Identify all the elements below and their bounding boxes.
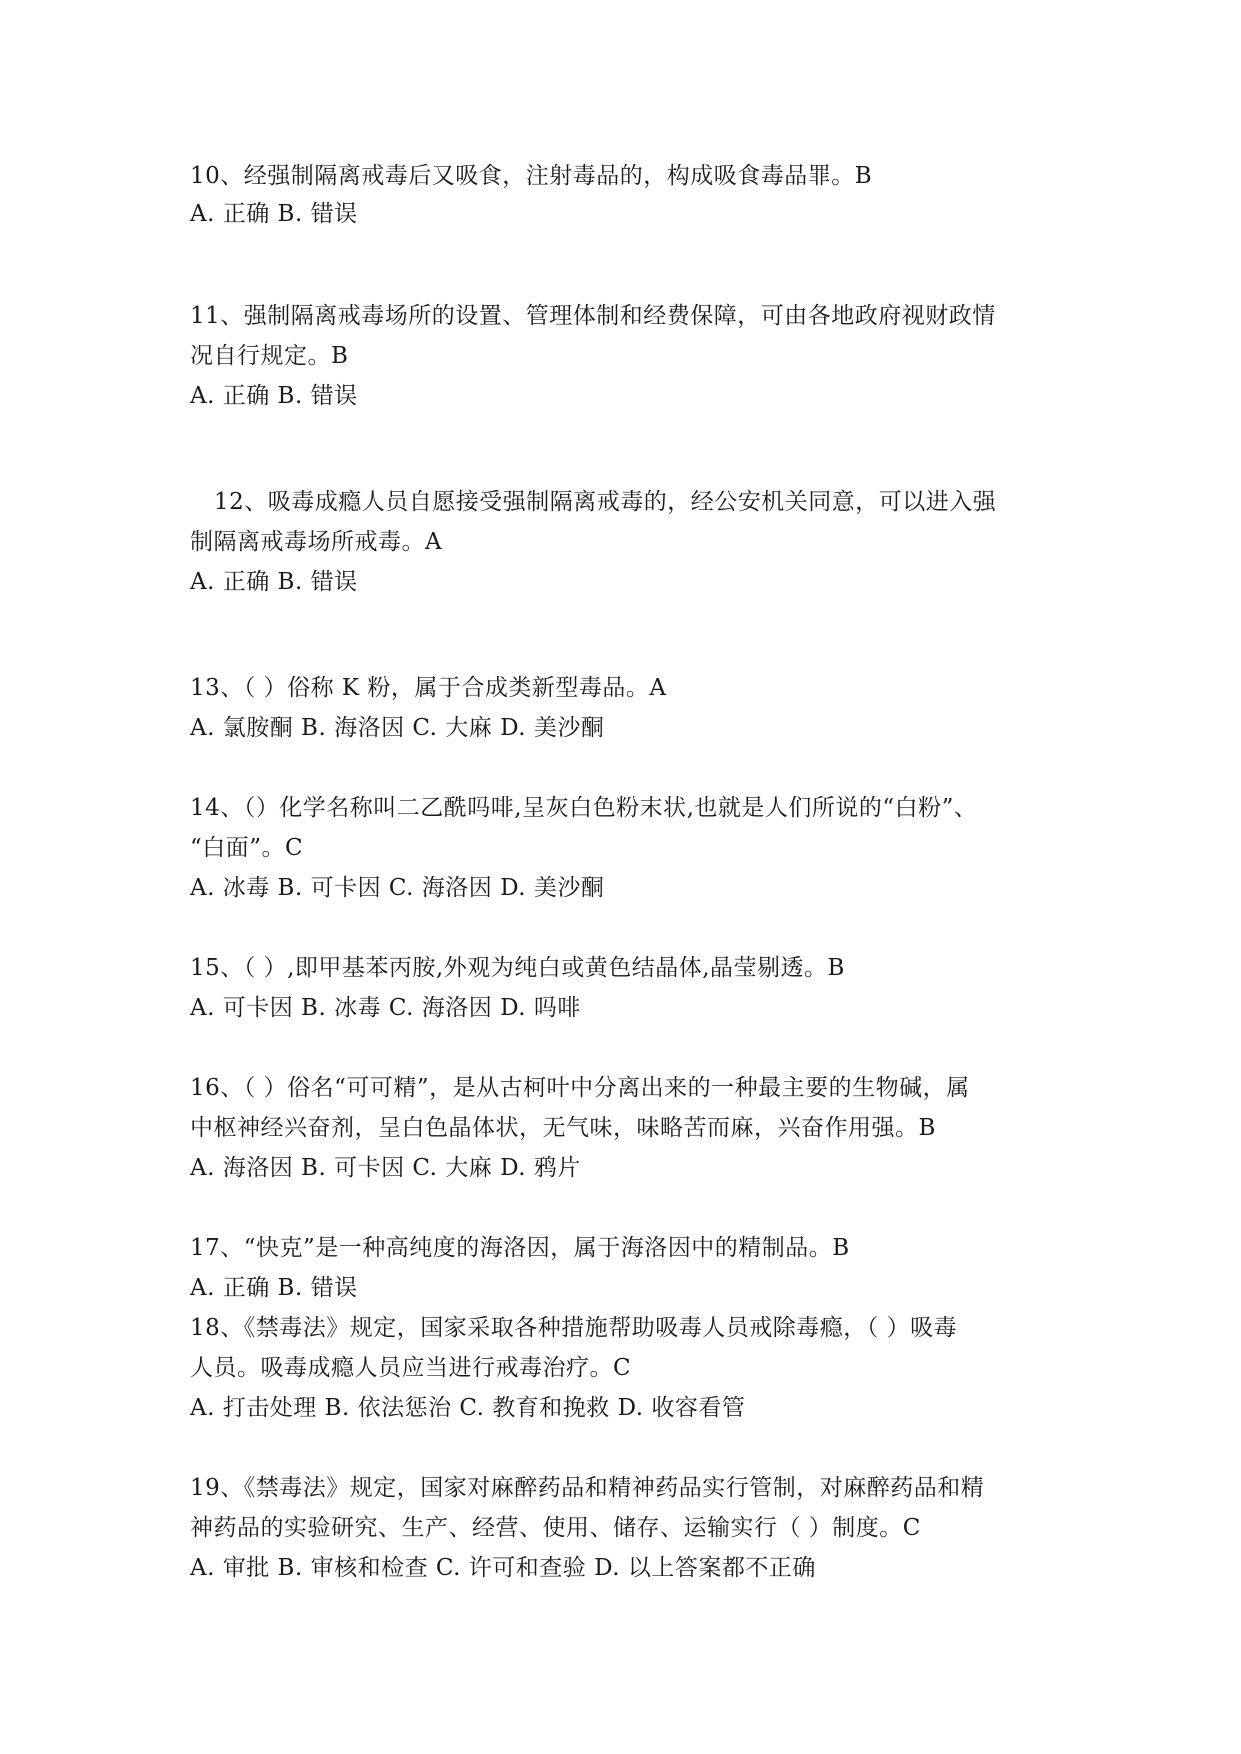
question-11-text: 11、强制隔离戒毒场所的设置、管理体制和经费保障，可由各地政府视财政情 (190, 303, 996, 329)
question-11-text-cont: 况自行规定。B (190, 343, 349, 369)
question-15-text: 15、（ ）,即甲基苯丙胺,外观为纯白或黄色结晶体,晶莹剔透。B (190, 955, 845, 981)
question-18-text: 18、《禁毒法》规定，国家采取各种措施帮助吸毒人员戒除毒瘾，（ ）吸毒 (190, 1315, 958, 1341)
question-15-options: A. 可卡因 B. 冰毒 C. 海洛因 D. 吗啡 (190, 995, 581, 1021)
question-11-options: A. 正确 B. 错误 (190, 383, 358, 409)
question-16-options: A. 海洛因 B. 可卡因 C. 大麻 D. 鸦片 (190, 1155, 581, 1181)
question-12-text-cont: 制隔离戒毒场所戒毒。A (190, 529, 443, 555)
question-14-text: 14、（）化学名称叫二乙酰吗啡,呈灰白色粉末状,也就是人们所说的“白粉”、 (190, 795, 978, 821)
question-12-text: 12、吸毒成瘾人员自愿接受强制隔离戒毒的，经公安机关同意，可以进入强 (214, 489, 997, 515)
question-10-text: 10、经强制隔离戒毒后又吸食，注射毒品的，构成吸食毒品罪。B (190, 163, 873, 189)
question-12-options: A. 正确 B. 错误 (190, 569, 358, 595)
question-17-text: 17、“快克”是一种高纯度的海洛因，属于海洛因中的精制品。B (190, 1235, 850, 1261)
question-19-text: 19、《禁毒法》规定，国家对麻醉药品和精神药品实行管制，对麻醉药品和精 (190, 1475, 985, 1501)
question-14-options: A. 冰毒 B. 可卡因 C. 海洛因 D. 美沙酮 (190, 875, 605, 901)
question-19-text-cont: 神药品的实验研究、生产、经营、使用、储存、运输实行（ ）制度。C (190, 1515, 921, 1541)
question-16-text: 16、（ ）俗名“可可精”，是从古柯叶中分离出来的一种最主要的生物碱，属 (190, 1075, 970, 1101)
question-18-options: A. 打击处理 B. 依法惩治 C. 教育和挽救 D. 收容看管 (190, 1395, 746, 1421)
question-16-text-cont: 中枢神经兴奋剂，呈白色晶体状，无气味，味略苦而麻，兴奋作用强。B (190, 1115, 936, 1141)
question-19-options: A. 审批 B. 审核和检查 C. 许可和查验 D. 以上答案都不正确 (190, 1555, 816, 1581)
question-13-text: 13、（ ）俗称 K 粉，属于合成类新型毒品。A (190, 675, 667, 701)
question-18-text-cont: 人员。吸毒成瘾人员应当进行戒毒治疗。C (190, 1355, 632, 1381)
question-17-options: A. 正确 B. 错误 (190, 1275, 358, 1301)
question-13-options: A. 氯胺酮 B. 海洛因 C. 大麻 D. 美沙酮 (190, 715, 605, 741)
question-14-text-cont: “白面”。C (190, 835, 304, 861)
question-10-options: A. 正确 B. 错误 (190, 201, 358, 227)
